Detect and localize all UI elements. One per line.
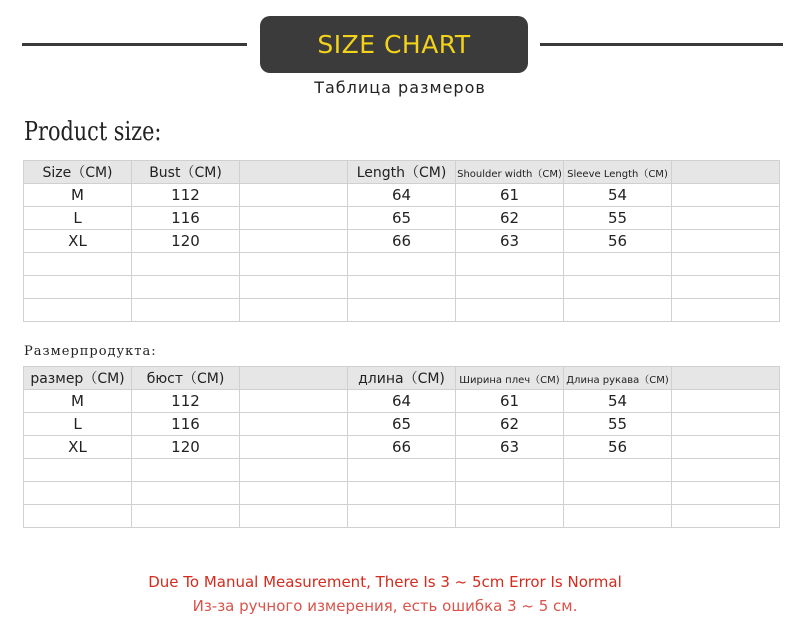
table-cell: [456, 299, 564, 322]
table-cell: 112: [132, 390, 240, 413]
table-cell: [672, 436, 780, 459]
table-cell: [348, 276, 456, 299]
table-cell: 63: [456, 436, 564, 459]
table-cell: [672, 253, 780, 276]
measurement-note-russian: Из-за ручного измерения, есть ошибка 3 ~ 5 см.: [192, 597, 578, 615]
header-rule-left: [22, 43, 247, 46]
table-cell: [456, 482, 564, 505]
table-cell: [240, 299, 348, 322]
header-cell: Shoulder width（CM): [456, 161, 564, 184]
table-row: [24, 207, 780, 230]
table-cell: [24, 253, 132, 276]
size-table-english: [23, 160, 780, 322]
table-row: [24, 230, 780, 253]
table-cell: [672, 299, 780, 322]
table-cell: 120: [132, 230, 240, 253]
table-cell: [240, 505, 348, 528]
table-cell: 62: [456, 207, 564, 230]
table-cell: [348, 253, 456, 276]
table-row: [24, 253, 780, 276]
table-cell: [240, 482, 348, 505]
table-cell: [564, 253, 672, 276]
table-cell: [672, 276, 780, 299]
table-cell: 61: [456, 390, 564, 413]
header-cell: [672, 161, 780, 184]
table-cell: [348, 299, 456, 322]
table-cell: XL: [24, 230, 132, 253]
table-cell: [24, 482, 132, 505]
table-cell: [240, 184, 348, 207]
table-cell: [564, 505, 672, 528]
header-cell: [240, 367, 348, 390]
table-cell: [132, 459, 240, 482]
size-chart-badge: SIZE CHART: [260, 16, 528, 73]
table-cell: 61: [456, 184, 564, 207]
table-cell: [348, 505, 456, 528]
table-cell: [132, 482, 240, 505]
table-cell: [564, 299, 672, 322]
table-row: [24, 276, 780, 299]
header-cell: размер（CM): [24, 367, 132, 390]
table-cell: [24, 505, 132, 528]
table-cell: 66: [348, 436, 456, 459]
table-cell: [564, 459, 672, 482]
table-row: [24, 436, 780, 459]
table-cell: [564, 276, 672, 299]
table-cell: [672, 505, 780, 528]
table-cell: 63: [456, 230, 564, 253]
measurement-note-english: Due To Manual Measurement, There Is 3 ~ 5cm Error Is Normal: [148, 573, 622, 591]
header-cell: Sleeve Length（CM): [564, 161, 672, 184]
table-row: [24, 390, 780, 413]
table-header-row: [24, 161, 780, 184]
table-cell: [672, 230, 780, 253]
table-cell: [456, 459, 564, 482]
header-cell: [672, 367, 780, 390]
table-cell: [240, 253, 348, 276]
page-subtitle: Таблица размеров: [314, 78, 486, 97]
table-cell: [672, 184, 780, 207]
header-cell: Size（CM): [24, 161, 132, 184]
table-cell: 64: [348, 390, 456, 413]
table-cell: 62: [456, 413, 564, 436]
table-cell: 54: [564, 390, 672, 413]
section-title-product-size-ru: Размерпродукта:: [24, 344, 157, 359]
header-cell: Bust（CM): [132, 161, 240, 184]
table-cell: [672, 390, 780, 413]
header-cell: длина（CM): [348, 367, 456, 390]
table-cell: [24, 299, 132, 322]
table-cell: 65: [348, 413, 456, 436]
table-cell: [240, 207, 348, 230]
table-cell: [456, 505, 564, 528]
table-row: [24, 482, 780, 505]
table-cell: M: [24, 184, 132, 207]
size-table-russian: [23, 366, 780, 528]
table-row: [24, 299, 780, 322]
table-cell: L: [24, 207, 132, 230]
table-cell: [564, 482, 672, 505]
header-cell: Длина рукава（CM): [564, 367, 672, 390]
table-cell: [672, 207, 780, 230]
table-cell: [240, 413, 348, 436]
table-cell: [240, 230, 348, 253]
table-cell: XL: [24, 436, 132, 459]
header-cell: бюст（CM): [132, 367, 240, 390]
table-cell: [132, 505, 240, 528]
table-cell: 66: [348, 230, 456, 253]
table-cell: 56: [564, 230, 672, 253]
table-cell: [132, 253, 240, 276]
header-rule-right: [540, 43, 783, 46]
table-cell: M: [24, 390, 132, 413]
table-cell: [24, 276, 132, 299]
table-cell: [132, 276, 240, 299]
table-cell: [348, 482, 456, 505]
table-header-row: [24, 367, 780, 390]
table-cell: [240, 459, 348, 482]
table-cell: [456, 276, 564, 299]
table-cell: [456, 253, 564, 276]
table-cell: [24, 459, 132, 482]
table-row: [24, 459, 780, 482]
table-cell: L: [24, 413, 132, 436]
table-cell: 56: [564, 436, 672, 459]
table-cell: 112: [132, 184, 240, 207]
table-cell: [348, 459, 456, 482]
table-cell: 55: [564, 413, 672, 436]
table-row: [24, 505, 780, 528]
table-cell: 54: [564, 184, 672, 207]
table-cell: 65: [348, 207, 456, 230]
table-cell: [240, 436, 348, 459]
table-cell: [240, 390, 348, 413]
table-cell: 116: [132, 207, 240, 230]
table-cell: [672, 482, 780, 505]
table-row: [24, 184, 780, 207]
table-cell: [672, 459, 780, 482]
table-cell: 55: [564, 207, 672, 230]
table-row: [24, 413, 780, 436]
table-cell: 116: [132, 413, 240, 436]
table-cell: [672, 413, 780, 436]
table-cell: [240, 276, 348, 299]
table-cell: 120: [132, 436, 240, 459]
table-cell: 64: [348, 184, 456, 207]
header-cell: Ширина плеч（CM): [456, 367, 564, 390]
header-cell: [240, 161, 348, 184]
section-title-product-size: Product size:: [24, 117, 162, 147]
header-cell: Length（CM): [348, 161, 456, 184]
table-cell: [132, 299, 240, 322]
